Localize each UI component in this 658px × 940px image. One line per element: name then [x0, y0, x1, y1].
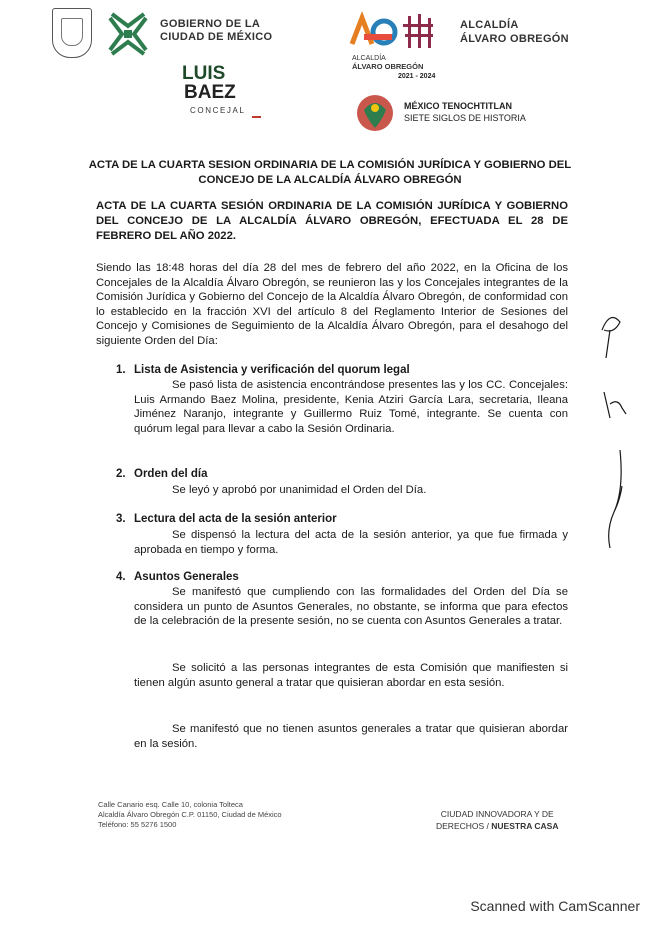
- cdmx-logo-icon: [104, 8, 152, 60]
- camscanner-watermark: Scanned with CamScanner: [470, 898, 640, 914]
- agenda-item-3-title: Lectura del acta de la sesión anterior: [134, 513, 337, 525]
- agenda-item-4-heading: [116, 571, 239, 583]
- coat-of-arms-logo: [52, 8, 92, 58]
- agenda-item-4-body-3: Se manifestó que no tienen asuntos generales a tratar que quisieran abordar en la sesión.: [134, 723, 568, 750]
- signature-1: [602, 318, 620, 359]
- footer-slogan-part-b: NUESTRA CASA: [491, 821, 559, 831]
- agenda-item-1-body: Se pasó lista de asistencia encontrándose presentes las y los CC. Concejales: Luis Armando Baez Molina, presidente, Kenia Atziri García Lara, secretaria, Ileana Jiménez Naranjo, integrante y Guillermo Ruiz Tomé, integrante. Se cuenta con quórum legal para llevar a cabo la Sesión Ordinaria.: [134, 379, 568, 435]
- agenda-item-3-body: Se dispensó la lectura del acta de la sesión anterior, ya que fue firmada y aprobada en tiempo y forma.: [134, 529, 568, 556]
- tenochtitlan-line-2: SIETE SIGLOS DE HISTORIA: [404, 113, 526, 123]
- footer-phone: Teléfono: 55 5276 1500: [98, 820, 177, 829]
- agenda-item-4-title: Asuntos Generales: [134, 571, 239, 583]
- signature-3: [609, 450, 622, 548]
- agenda-item-1-number: 1.: [116, 364, 126, 376]
- alcaldia-name-text: [460, 18, 569, 46]
- footer-slogan-line-2: [436, 820, 558, 832]
- document-title: ACTA DE LA CUARTA SESION ORDINARIA DE LA COMISIÓN JURÍDICA Y GOBIERNO DEL CONCEJO DE LA ALCALDÍA ÁLVARO OBREGÓN: [88, 159, 572, 186]
- gobierno-cdmx-text: [160, 18, 272, 44]
- agenda-item-2-body: Se leyó y aprobó por unanimidad el Orden del Día.: [172, 484, 427, 496]
- agenda-item-1-heading: [116, 364, 410, 376]
- footer-slogan-line-1: CIUDAD INNOVADORA Y DE: [440, 809, 554, 819]
- agenda-item-4-number: 4.: [116, 571, 126, 583]
- agenda-item-3-heading: [116, 513, 337, 525]
- agenda-item-2-number: 2.: [116, 468, 126, 480]
- concejal-logo: [182, 64, 262, 124]
- tenochtitlan-text: [404, 100, 526, 124]
- ao-logo-years: 2021 - 2024: [398, 73, 436, 80]
- alcaldia-line-2: ÁLVARO OBREGÓN: [460, 33, 569, 45]
- concejal-logo-line2: BAEZ: [184, 82, 236, 103]
- footer-address-line-2: Alcaldía Álvaro Obregón C.P. 01150, Ciudad de México: [98, 810, 282, 819]
- footer-slogan-part-a: DERECHOS /: [436, 821, 492, 831]
- ao-logo-line1: ALCALDÍA: [352, 55, 386, 62]
- ao-logo-text: [352, 55, 423, 72]
- footer-address: [98, 800, 282, 830]
- agenda-item-4-body-2: Se solicitó a las personas integrantes de esta Comisión que manifiesten si tienen algún asunto general a tratar que quisieran abordar en esta sesión.: [134, 662, 568, 689]
- tenochtitlan-line-1: MÉXICO TENOCHTITLAN: [404, 101, 512, 111]
- concejal-logo-line3: CONCEJAL: [190, 106, 246, 115]
- alcaldia-line-1: ALCALDÍA: [460, 19, 519, 31]
- footer-address-line-1: Calle Canario esq. Calle 10, colonia Tolteca: [98, 800, 243, 809]
- agenda-item-3-number: 3.: [116, 513, 126, 525]
- alcaldia-ao-logo: [348, 10, 453, 85]
- concejal-logo-line1: LUIS: [182, 63, 226, 84]
- agenda-item-2-heading: [116, 468, 208, 480]
- document-subtitle: ACTA DE LA CUARTA SESIÓN ORDINARIA DE LA COMISIÓN JURÍDICA Y GOBIERNO DEL CONCEJO DE LA ALCALDÍA ÁLVARO OBREGÓN, EFECTUADA EL 28 DE FEBRERO DEL AÑO 2022.: [96, 200, 568, 242]
- gobierno-line-2: CIUDAD DE MÉXICO: [160, 31, 273, 43]
- ao-emblem-icon: [348, 10, 453, 56]
- gobierno-line-1: GOBIERNO DE LA: [160, 18, 261, 30]
- agenda-item-2-title: Orden del día: [134, 468, 208, 480]
- margin-signatures: [580, 300, 650, 560]
- ao-logo-line2: ÁLVARO OBREGÓN: [352, 62, 424, 71]
- agenda-item-1-title: Lista de Asistencia y verificación del quorum legal: [134, 364, 410, 376]
- intro-paragraph: Siendo las 18:48 horas del día 28 del mes de febrero del año 2022, en la Oficina de los Concejales de la Alcaldía Álvaro Obregón, se reunieron las y los Concejales integrantes de la Comisión Jurídica y Gobierno del Concejo de la Alcaldía Álvaro Obregón, de conformidad con lo establecido en la fracción XVI del artículo 8 del Reglamento Interior de Sesiones del Concejo y Comisiones de Seguimiento de la Alcaldía Álvaro Obregón, para el desahogo del siguiente Orden del Día:: [96, 262, 568, 347]
- agenda-item-4-body: Se manifestó que cumpliendo con las formalidades del Orden del Día se considera un punto de Asuntos Generales, no obstante, se informa que para efectos de la celebración de la presente sesión, no se cuenta con Asuntos Generales a tratar.: [134, 586, 568, 628]
- footer-slogan: [436, 808, 558, 832]
- tenochtitlan-eagle-icon: [352, 90, 398, 136]
- signature-2: [604, 392, 626, 418]
